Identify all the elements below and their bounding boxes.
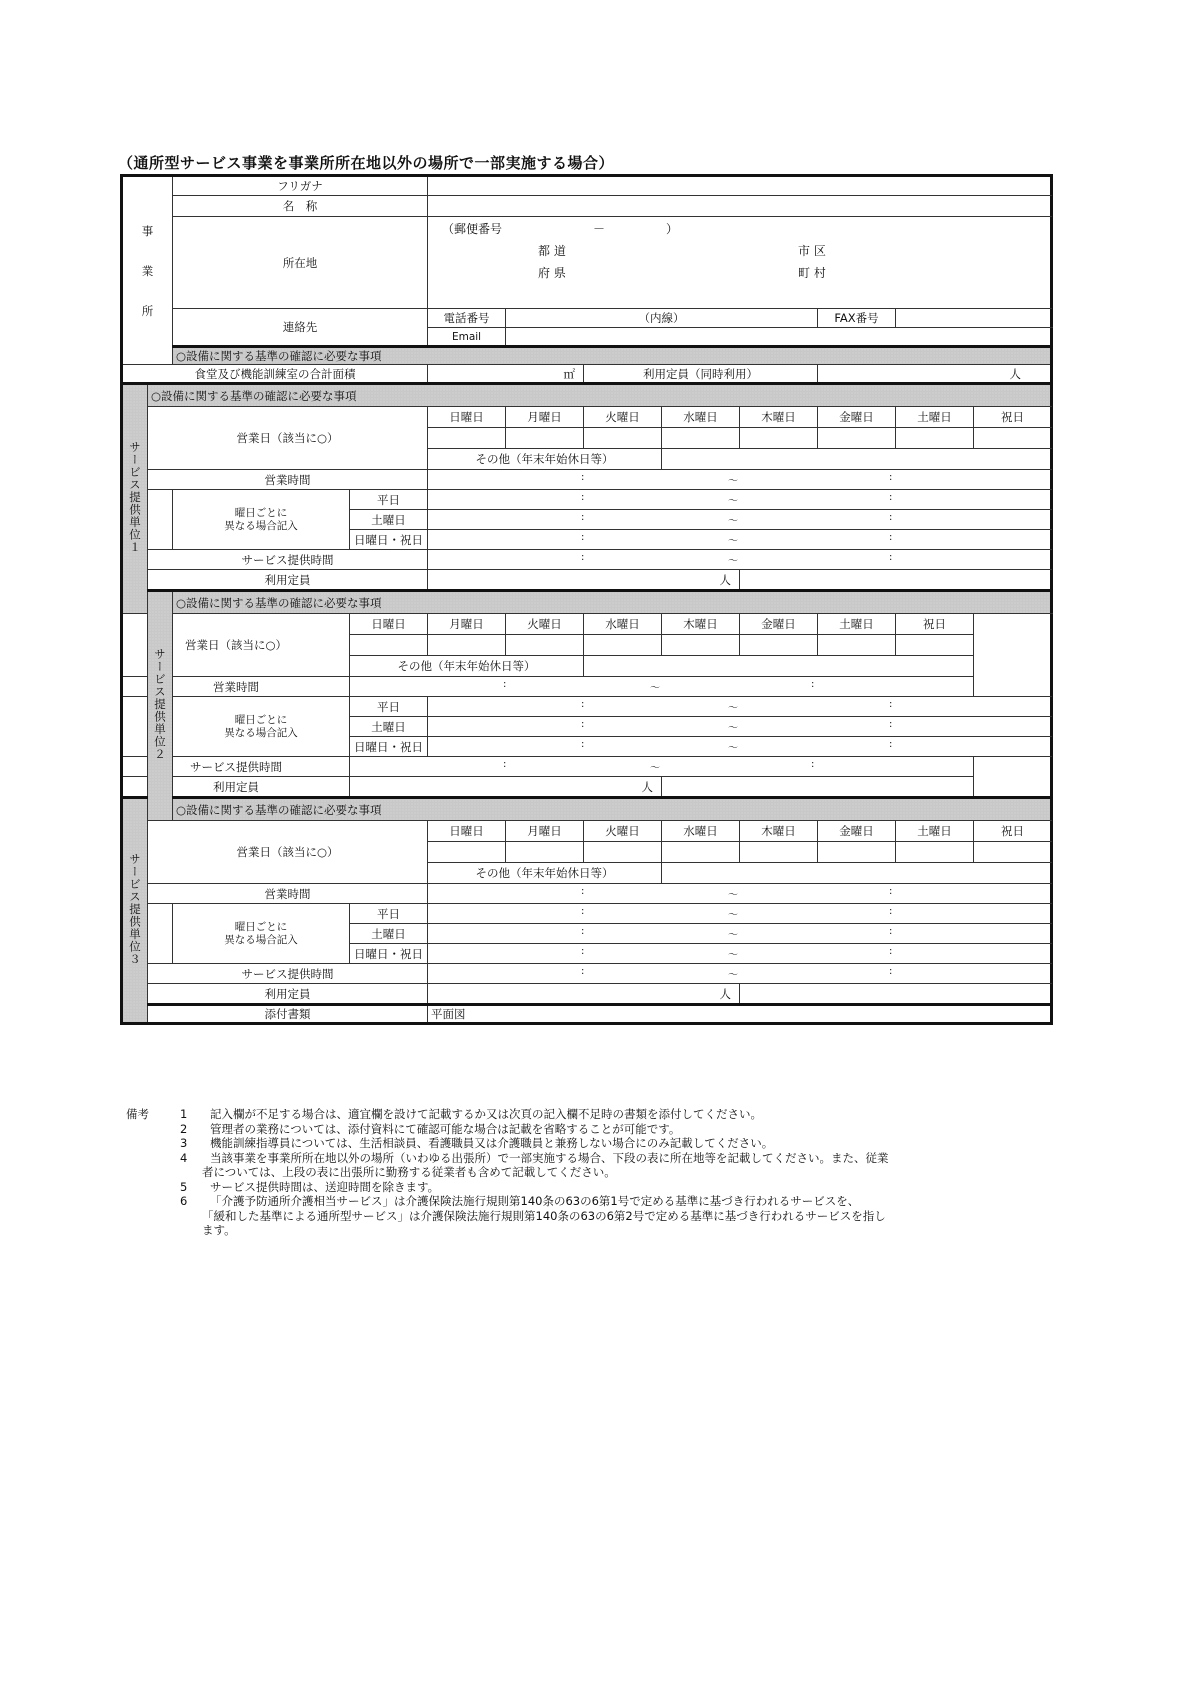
unit-3-check-fri[interactable] bbox=[818, 842, 896, 863]
unit-1-check-holiday[interactable] bbox=[974, 428, 1052, 449]
area-label: 食堂及び機能訓練室の合計面積 bbox=[122, 365, 428, 384]
facility-section-header: ○設備に関する基準の確認に必要な事項 bbox=[173, 347, 1052, 365]
unit-2-weekday-hours[interactable]: : ～ : bbox=[428, 697, 1052, 717]
furigana-field[interactable] bbox=[428, 176, 1052, 196]
unit-1-day-wed: 水曜日 bbox=[662, 407, 740, 428]
unit-1-capacity-label: 利用定員 bbox=[148, 570, 428, 591]
unit-3-service-hours-label: サービス提供時間 bbox=[148, 964, 428, 984]
email-field[interactable] bbox=[506, 328, 1052, 347]
city-bottom-label: 町 村 bbox=[798, 266, 826, 280]
capacity-same-time-field[interactable] bbox=[818, 365, 1052, 384]
unit-2-check-tue[interactable] bbox=[506, 635, 584, 656]
unit-2-day-sun: 日曜日 bbox=[350, 614, 428, 635]
unit-3-check-holiday[interactable] bbox=[974, 842, 1052, 863]
unit-2-saturday-hours[interactable]: : ～ : bbox=[428, 717, 1052, 737]
address-label: 所在地 bbox=[173, 217, 428, 309]
unit-3-sunday-holiday-label: 日曜日・祝日 bbox=[350, 944, 428, 964]
unit-1-day-sun: 日曜日 bbox=[428, 407, 506, 428]
unit-2-capacity-label: 利用定員 bbox=[122, 777, 350, 798]
unit-3-business-days-label: 営業日（該当に○） bbox=[148, 821, 428, 884]
unit-3-check-sat[interactable] bbox=[896, 842, 974, 863]
unit-3-day-sun: 日曜日 bbox=[428, 821, 506, 842]
unit-1-other-label: その他（年末年始休日等） bbox=[428, 449, 662, 470]
notes-section bbox=[120, 1107, 1060, 1238]
unit-1-sunday-holiday-label: 日曜日・祝日 bbox=[350, 530, 428, 550]
unit-1-capacity-field[interactable]: 人 bbox=[428, 570, 740, 591]
unit-1-other-field[interactable] bbox=[662, 449, 1052, 470]
unit-2-hours-field[interactable]: : ～ : bbox=[350, 677, 974, 697]
postal-close: ） bbox=[666, 222, 679, 236]
notes-label: 備考 bbox=[126, 1107, 149, 1121]
attachments-label: 添付書類 bbox=[148, 1005, 428, 1024]
unit-1-hours-field[interactable]: : ～ : bbox=[428, 470, 1052, 490]
unit-2-day-holiday: 祝日 bbox=[896, 614, 974, 635]
unit-3-day-wed: 水曜日 bbox=[662, 821, 740, 842]
form-title: （通所型サービス事業を事業所所在地以外の場所で一部実施する場合） bbox=[118, 154, 615, 172]
capacity-unit: 人 bbox=[1009, 366, 1022, 381]
office-side-label: 事 業 所 bbox=[122, 176, 173, 365]
unit-1-day-holiday: 祝日 bbox=[974, 407, 1052, 428]
name-field[interactable] bbox=[428, 196, 1052, 217]
unit-2-by-day-label: 曜日ごとに 異なる場合記入 bbox=[173, 697, 350, 757]
unit-3-saturday-label: 土曜日 bbox=[350, 924, 428, 944]
unit-3-service-hours-field[interactable]: : ～ : bbox=[428, 964, 1052, 984]
unit-1-service-hours-field[interactable]: : ～ : bbox=[428, 550, 1052, 570]
unit-3-other-field[interactable] bbox=[662, 863, 1052, 884]
unit-3-capacity-label: 利用定員 bbox=[148, 984, 428, 1005]
unit-3-sunday-holiday-hours[interactable]: : ～ : bbox=[428, 944, 1052, 964]
unit-3-check-thu[interactable] bbox=[740, 842, 818, 863]
unit-2-hours-label: 営業時間 bbox=[122, 677, 350, 697]
furigana-label: フリガナ bbox=[173, 176, 428, 196]
note-item: 3 機能訓練指導員については、生活相談員、看護職員又は介護職員と兼務しない場合にのみ記載してください。 bbox=[180, 1136, 774, 1150]
unit-1-check-tue[interactable] bbox=[584, 428, 662, 449]
unit-1-day-tue: 火曜日 bbox=[584, 407, 662, 428]
city-top-label: 市 区 bbox=[798, 244, 826, 258]
note-item: 2 管理者の業務については、添付資料にて確認可能な場合は記載を省略することが可能です。 bbox=[180, 1121, 681, 1136]
unit-2-check-holiday[interactable] bbox=[896, 635, 974, 656]
unit-2-day-tue: 火曜日 bbox=[506, 614, 584, 635]
unit-1-day-thu: 木曜日 bbox=[740, 407, 818, 428]
postal-label: （郵便番号 bbox=[442, 222, 503, 236]
unit-1-service-hours-label: サービス提供時間 bbox=[148, 550, 428, 570]
unit-3-weekday-hours[interactable]: : ～ : bbox=[428, 904, 1052, 924]
unit-3-hours-label: 営業時間 bbox=[148, 884, 428, 904]
unit-3-section-header: ○設備に関する基準の確認に必要な事項 bbox=[173, 798, 1052, 821]
unit-1-check-wed[interactable] bbox=[662, 428, 740, 449]
unit-3-day-mon: 月曜日 bbox=[506, 821, 584, 842]
note-item: 4 当該事業を事業所所在地以外の場所（いわゆる出張所）で一部実施する場合、下段の表に所在地等を記載してください。また、従業 者については、上段の表に出張所に勤務する従業者も含めて記載してください。 bbox=[180, 1150, 889, 1179]
unit-1-day-sat: 土曜日 bbox=[896, 407, 974, 428]
unit-2-day-wed: 水曜日 bbox=[584, 614, 662, 635]
phone-field[interactable] bbox=[506, 309, 818, 328]
unit-1-day-mon: 月曜日 bbox=[506, 407, 584, 428]
area-unit: ㎡ bbox=[563, 366, 576, 381]
unit-2-service-hours-label: サービス提供時間 bbox=[122, 757, 350, 777]
unit-2-check-thu[interactable] bbox=[662, 635, 740, 656]
unit-1-weekday-label: 平日 bbox=[350, 490, 428, 510]
unit-1-check-mon[interactable] bbox=[506, 428, 584, 449]
unit-3-check-wed[interactable] bbox=[662, 842, 740, 863]
phone-label: 電話番号 bbox=[428, 309, 506, 328]
unit-2-service-hours-field[interactable]: : ～ : bbox=[350, 757, 974, 777]
email-label: Email bbox=[428, 328, 506, 347]
unit-3-weekday-label: 平日 bbox=[350, 904, 428, 924]
unit-2-sunday-holiday-label: 日曜日・祝日 bbox=[350, 737, 428, 757]
unit-3-capacity-field[interactable]: 人 bbox=[428, 984, 740, 1005]
attachments-value: 平面図 bbox=[428, 1005, 1052, 1024]
unit-3-check-sun[interactable] bbox=[428, 842, 506, 863]
unit-3-other-label: その他（年末年始休日等） bbox=[428, 863, 662, 884]
unit-3-check-mon[interactable] bbox=[506, 842, 584, 863]
contact-label: 連絡先 bbox=[173, 309, 428, 347]
unit-1-side-label: サービス提供単位１ bbox=[122, 384, 148, 614]
unit-1-saturday-hours[interactable]: : ～ : bbox=[428, 510, 1052, 530]
unit-3-day-fri: 金曜日 bbox=[818, 821, 896, 842]
name-label: 名 称 bbox=[173, 196, 428, 217]
fax-label: FAX番号 bbox=[818, 309, 896, 328]
note-item: 5 サービス提供時間は、送迎時間を除きます。 bbox=[180, 1179, 440, 1194]
unit-1-by-day-label: 曜日ごとに 異なる場合記入 bbox=[173, 490, 350, 550]
area-field[interactable] bbox=[428, 365, 584, 384]
unit-3-check-tue[interactable] bbox=[584, 842, 662, 863]
postal-dash: － bbox=[593, 222, 606, 236]
unit-2-check-mon[interactable] bbox=[428, 635, 506, 656]
unit-1-weekday-hours[interactable]: : ～ : bbox=[428, 490, 1052, 510]
unit-1-hours-label: 営業時間 bbox=[148, 470, 428, 490]
fax-field[interactable] bbox=[896, 309, 1052, 328]
unit-3-day-tue: 火曜日 bbox=[584, 821, 662, 842]
unit-3-day-thu: 木曜日 bbox=[740, 821, 818, 842]
unit-2-other-field[interactable] bbox=[584, 656, 974, 677]
unit-2-day-mon: 月曜日 bbox=[428, 614, 506, 635]
unit-3-saturday-hours[interactable]: : ～ : bbox=[428, 924, 1052, 944]
prefecture-top-label: 都 道 bbox=[538, 244, 566, 258]
unit-3-day-holiday: 祝日 bbox=[974, 821, 1052, 842]
prefecture-bottom-label: 府 県 bbox=[538, 266, 566, 280]
note-item: 1 記入欄が不足する場合は、適宜欄を設けて記載するか又は次頁の記入欄不足時の書類を添付してください。 bbox=[180, 1107, 762, 1121]
unit-2-day-thu: 木曜日 bbox=[662, 614, 740, 635]
unit-3-side-label: サービス提供単位３ bbox=[122, 798, 148, 1024]
unit-1-check-fri[interactable] bbox=[818, 428, 896, 449]
unit-2-check-sun[interactable] bbox=[350, 635, 428, 656]
unit-1-business-days-label: 営業日（該当に○） bbox=[148, 407, 428, 470]
application-form bbox=[120, 152, 1050, 1025]
unit-2-check-wed[interactable] bbox=[584, 635, 662, 656]
unit-2-day-sat: 土曜日 bbox=[818, 614, 896, 635]
unit-2-section-header: ○設備に関する基準の確認に必要な事項 bbox=[173, 591, 1052, 614]
note-item: 6 「介護予防通所介護相当サービス」は介護保険法施行規則第140条の63の6第1号で定める基準に基づき行われるサービスを、 「緩和した基準による通所型サービス」は介護保険法施行規則第140条の63の6第2号で定める基準に基づき行われるサービスを指し ます。 bbox=[180, 1194, 886, 1237]
unit-3-by-day-label: 曜日ごとに 異なる場合記入 bbox=[173, 904, 350, 964]
unit-3-hours-field[interactable]: : ～ : bbox=[428, 884, 1052, 904]
unit-1-check-thu[interactable] bbox=[740, 428, 818, 449]
unit-3-day-sat: 土曜日 bbox=[896, 821, 974, 842]
unit-1-check-sun[interactable] bbox=[428, 428, 506, 449]
unit-2-other-label: その他（年末年始休日等） bbox=[350, 656, 584, 677]
capacity-same-time-label: 利用定員（同時利用） bbox=[584, 365, 818, 384]
unit-1-check-sat[interactable] bbox=[896, 428, 974, 449]
unit-1-section-header: ○設備に関する基準の確認に必要な事項 bbox=[148, 384, 1052, 407]
unit-2-check-fri[interactable] bbox=[740, 635, 818, 656]
unit-2-saturday-label: 土曜日 bbox=[350, 717, 428, 737]
unit-2-sunday-holiday-hours[interactable]: : ～ : bbox=[428, 737, 1052, 757]
unit-2-business-days-label: 営業日（該当に○） bbox=[122, 614, 350, 677]
unit-2-day-fri: 金曜日 bbox=[740, 614, 818, 635]
extension-label: （内線） bbox=[638, 311, 685, 325]
unit-1-sunday-holiday-hours[interactable]: : ～ : bbox=[428, 530, 1052, 550]
unit-2-capacity-field[interactable]: 人 bbox=[350, 777, 662, 798]
unit-2-weekday-label: 平日 bbox=[350, 697, 428, 717]
unit-2-check-sat[interactable] bbox=[818, 635, 896, 656]
form-table bbox=[120, 174, 1053, 1025]
unit-2-side-label: サービス提供単位２ bbox=[148, 591, 173, 821]
address-field[interactable] bbox=[428, 217, 1052, 309]
unit-1-saturday-label: 土曜日 bbox=[350, 510, 428, 530]
unit-1-day-fri: 金曜日 bbox=[818, 407, 896, 428]
